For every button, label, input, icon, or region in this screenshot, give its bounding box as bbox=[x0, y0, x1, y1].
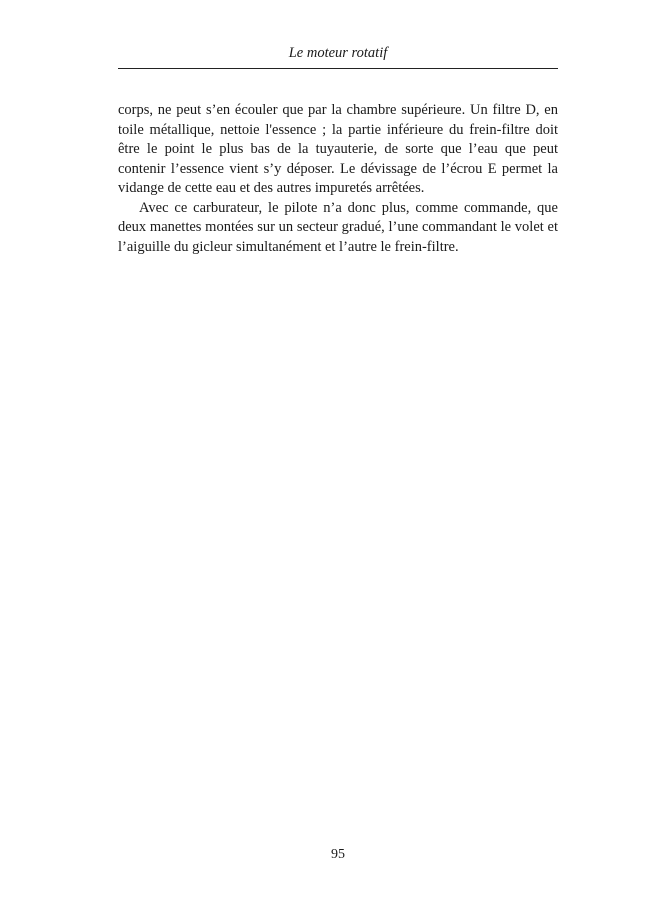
running-header-title: Le moteur rotatif bbox=[288, 45, 388, 61]
paragraph: corps, ne peut s’en écouler que par la chambre supérieure. Un filtre D, en toile métallique, nettoie l'essence ; la partie inférieure du frein-filtre doit être le point le plus bas de la tuyauterie, de sorte que l’eau que peut contenir l’essence vient s’y déposer. Le dévissage de l’écrou E permet la vidange de cette eau et des autres impuretés arrêtées. bbox=[118, 102, 558, 196]
body-text bbox=[118, 101, 558, 257]
header-divider bbox=[118, 68, 558, 69]
page-number: 95 bbox=[331, 847, 345, 862]
paragraph: Avec ce carburateur, le pilote n’a donc plus, comme commande, que deux manettes montées sur un secteur gradué, l’une commandant le volet et l’aiguille du gicleur simultanément et l’autre le frein-filtre. bbox=[118, 199, 558, 255]
